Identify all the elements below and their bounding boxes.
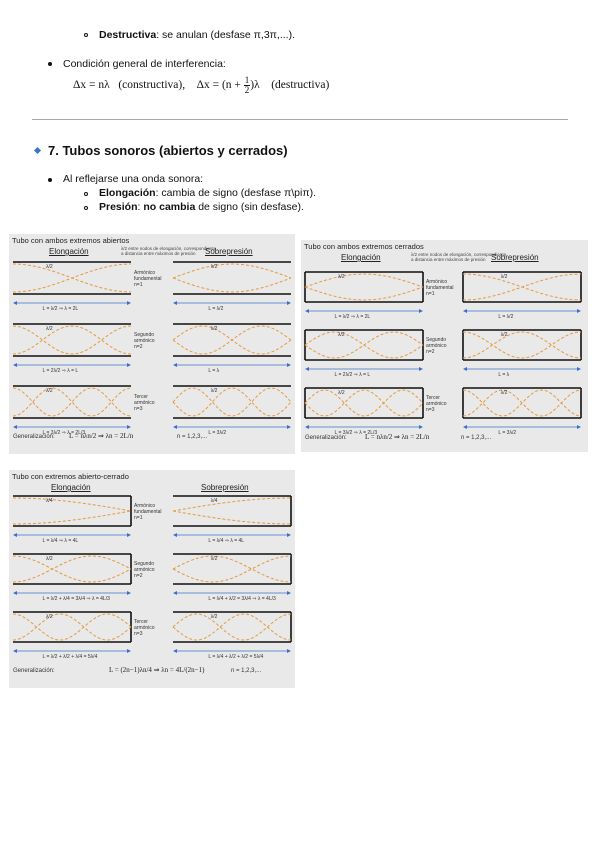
arrow-head-right [287,591,291,595]
list-circle-bullet [84,206,88,210]
tube-walls [463,330,581,360]
tube-walls [173,386,291,418]
formula-dx2: Δx = (n + [196,79,241,92]
wave-envelope-lower [173,278,291,292]
column-header-elongacion: Elongación [49,247,89,256]
frac-num: 1 [244,75,250,85]
fraction-label-right: λ/2 [210,388,218,394]
arrow-head-left [305,367,309,371]
elong-text: : cambia de signo (desfase π\piπ). [155,187,316,199]
generalization-label: Generalización: [13,668,55,674]
fraction-label-left: λ/2 [338,274,345,280]
wave-envelope-upper [305,274,423,287]
arrow-head-right [127,425,131,429]
tube-sobrepresion-3 [460,388,584,440]
column-header-sobrepresion: Sobrepresión [491,253,539,262]
tube-walls [173,612,291,642]
equation-left: L = 2λ/2 ⇒ λ = L [42,368,79,374]
harmonic-label: Segundo armónico n=2 [134,561,155,579]
generalization-n: n = 1,2,3,... [461,435,492,441]
arrow-head-right [287,533,291,537]
fraction-label-right: λ/4 [210,498,218,504]
list-item-presion: Presión: no cambia de signo (sin desfase). [99,201,304,213]
arrow-head-left [173,533,177,537]
equation-left: L = λ/2 + λ/2 + λ/4 = 5λ/4 [42,654,98,660]
tube-sobrepresion-1 [460,272,584,324]
tube-walls [13,612,131,642]
formula-lambda: )λ [250,79,260,92]
fraction-label-right: λ/2 [500,274,508,280]
wave-envelope-upper [173,264,291,278]
generalization-label: Generalización: [305,435,347,441]
equation-left: L = λ/2 + λ/4 = 3λ/4 ⇒ λ = 4L/3 [42,596,110,602]
arrow-head-right [127,363,131,367]
figure-title: Tubo con ambos extremos abiertos [12,236,130,245]
equation-left: L = 2λ/2 ⇒ λ = L [334,372,371,378]
tube-walls [13,554,131,584]
arrow-head-right [577,367,581,371]
tube-walls [305,272,423,302]
section-divider [32,119,568,120]
wave-envelope-upper [463,332,581,358]
arrow-head-left [13,363,17,367]
wave-envelope-lower [173,326,291,354]
tube-sobrepresion-3 [170,386,294,440]
wave-envelope-lower [305,390,423,416]
equation-left: L = λ/2 ⇒ λ = 2L [334,314,371,320]
tube-walls [173,262,291,294]
fraction-label-right: λ/2 [500,332,508,338]
frac-den: 2 [244,85,250,95]
fraction-label-right: λ/2 [500,390,508,396]
arrow-head-right [419,367,423,371]
wave-envelope-upper [13,556,131,582]
arrow-head-left [463,309,467,313]
harmonic-label: Tercer armónico n=3 [426,395,447,413]
column-header-elongacion: Elongación [51,483,91,492]
tube-sobrepresion-2 [460,330,584,382]
arrow-head-left [173,591,177,595]
list-circle-bullet [84,192,88,196]
arrow-head-left [173,425,177,429]
fraction-label-right: λ/2 [210,326,218,332]
list-item-elongacion [99,187,316,200]
wave-envelope-lower [173,388,291,416]
wave-envelope-lower [13,388,131,416]
wave-envelope-lower [305,332,423,358]
section-heading: 7. Tubos sonoros (abiertos y cerrados) [48,143,288,158]
list-bullet [48,62,52,66]
arrow-head-right [127,649,131,653]
tube-walls [305,388,423,418]
tube-walls [13,324,131,356]
column-header-sobrepresion: Sobrepresión [205,247,253,256]
generalization-n: n = 1,2,3,... [231,668,262,674]
arrow-head-right [287,649,291,653]
fraction-label-left: λ/2 [46,388,53,394]
arrow-head-right [127,591,131,595]
list-item-destructiva [99,29,295,42]
wave-envelope-lower [13,556,131,582]
equation-right: L = λ/4 ⇒ λ = 4L [208,538,245,544]
list-circle-bullet [84,33,88,37]
harmonic-label: Tercer armónico n=3 [134,394,155,412]
figure-open-closed-tube [9,470,295,688]
tube-walls [13,496,131,526]
tube-sobrepresion-2 [170,324,294,378]
wave-envelope-lower [463,332,581,358]
wave-envelope-lower [463,390,581,416]
equation-left: L = 3λ/2 ⇒ λ = 2L/3 [334,430,378,436]
arrow-head-right [577,309,581,313]
fraction-label-left: λ/2 [46,614,53,620]
arrow-head-right [287,425,291,429]
figure-open-tube [9,234,295,454]
wave-envelope-lower [463,274,581,300]
formula-dx: Δx = nλ [73,79,110,92]
generalization-label: Generalización: [13,434,55,440]
figure-title: Tubo con ambos extremos cerrados [304,242,424,251]
harmonic-label: Tercer armónico n=3 [134,619,155,637]
interference-formula [73,76,329,95]
reflect-text: Al reflejarse una onda sonora: [63,173,204,185]
column-header-sobrepresion: Sobrepresión [201,483,249,492]
wave-envelope-upper [173,388,291,416]
harmonic-label: Segundo armónico n=2 [426,337,447,355]
wave-envelope-lower [13,264,131,292]
fraction-label-left: λ/2 [46,556,53,562]
wave-envelope-upper [13,326,131,354]
tube-walls [13,386,131,418]
wave-envelope-lower [13,511,131,524]
arrow-head-left [173,301,177,305]
destructiva-text: : se anulan (desfase π,3π,...). [156,29,296,41]
elong-label: Elongación [99,187,156,199]
generalization-formula: L = nλn/2 ⇒ λn = 2L/n [69,432,134,440]
generalization-formula: L = (2n−1)λn/4 ⇒ λn = 4L/(2n−1) [109,666,205,674]
arrow-head-left [305,309,309,313]
fraction-label-left: λ/2 [46,326,53,332]
equation-right: L = λ/4 + λ/2 = 3λ/4 ⇒ λ = 4L/3 [208,596,276,602]
arrow-head-right [577,425,581,429]
equation-right: L = 3λ/2 [208,430,227,436]
arrow-head-left [173,649,177,653]
fraction-label-left: λ/2 [338,332,345,338]
wave-envelope-lower [173,511,291,524]
fraction-label-left: λ/2 [46,264,53,270]
column-note: λ/2 entre nodos de elongación, correspondiente a distancia entre máximos de presión [411,252,507,262]
presion-nocambia: no cambia [143,201,196,213]
presion-text: de signo (sin desfase). [195,201,304,213]
presion-label: Presión [99,201,138,213]
equation-right: L = 3λ/2 [498,430,517,436]
wave-envelope-upper [305,390,423,416]
generalization-formula: L = nλn/2 ⇒ λn = 2L/n [365,433,430,441]
arrow-head-left [173,363,177,367]
fraction-label-right: λ/2 [210,614,218,620]
arrow-head-left [463,367,467,371]
arrow-head-right [419,425,423,429]
arrow-head-left [13,301,17,305]
figure-title: Tubo con extremos abierto-cerrado [12,472,129,481]
tube-walls [173,554,291,584]
arrow-head-right [127,301,131,305]
destructiva-label: Destructiva [99,29,157,41]
wave-envelope-lower [305,287,423,300]
equation-right: L = λ/2 [208,306,224,312]
fraction-label-left: λ/4 [46,498,53,504]
harmonic-label: Armónico fundamental n=1 [134,270,162,288]
list-bullet [48,178,52,182]
equation-left: L = λ/2 ⇒ λ = 2L [42,306,79,312]
arrow-head-right [419,309,423,313]
arrow-head-left [13,591,17,595]
equation-right: L = λ [498,372,510,378]
arrow-head-left [305,425,309,429]
harmonic-label: Armónico fundamental n=1 [134,503,162,521]
figure-closed-tube [301,240,588,452]
arrow-head-left [463,425,467,429]
wave-envelope-lower [13,326,131,354]
arrow-head-right [287,301,291,305]
generalization-n: n = 1,2,3,... [177,434,208,440]
equation-right: L = λ/4 + λ/2 + λ/2 = 5λ/4 [208,654,264,660]
formula-constructiva: (constructiva), [118,79,186,92]
arrow-head-right [127,533,131,537]
wave-envelope-upper [173,498,291,511]
arrow-head-left [13,533,17,537]
column-header-elongacion: Elongación [341,253,381,262]
fraction-label-right: λ/2 [210,556,218,562]
wave-envelope-upper [13,388,131,416]
arrow-head-left [13,425,17,429]
tube-sobrepresion-1 [170,262,294,316]
arrow-head-right [287,363,291,367]
harmonic-label: Segundo armónico n=2 [134,332,155,350]
equation-right: L = λ [208,368,220,374]
fraction-label-right: λ/2 [210,264,218,270]
wave-envelope-upper [13,498,131,511]
arrow-head-left [13,649,17,653]
tube-walls [173,496,291,526]
equation-left: L = λ/4 ⇒ λ = 4L [42,538,79,544]
equation-right: L = λ/2 [498,314,514,320]
formula-destructiva: (destructiva) [271,79,330,92]
fraction-label-left: λ/2 [338,390,345,396]
equation-left: L = 3λ/2 ⇒ λ = 2L/3 [42,430,86,436]
harmonic-label: Armónico fundamental n=1 [426,279,454,297]
heading-bullet-icon [34,147,41,154]
condicion-text: Condición general de interferencia: [63,58,226,70]
column-note: λ/2 entre nodos de elongación, correspondiente a distancia entre máximos de presión [121,246,217,256]
